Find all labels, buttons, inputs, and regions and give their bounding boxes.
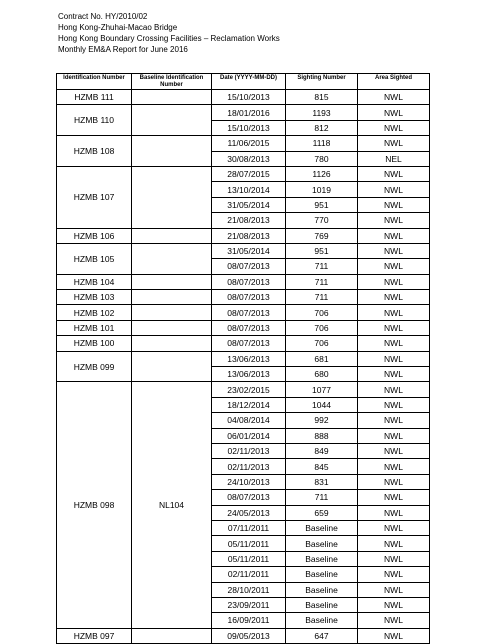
sighting-number-cell: 888 [286, 428, 358, 443]
date-cell: 08/07/2013 [212, 259, 286, 274]
table-row [57, 305, 430, 320]
baseline-identification-cell [132, 351, 212, 382]
sighting-number-cell: Baseline [286, 567, 358, 582]
date-cell: 08/07/2013 [212, 305, 286, 320]
area-sighted-cell: NWL [358, 228, 430, 243]
identification-number-cell: HZMB 099 [57, 351, 132, 382]
area-sighted-cell: NWL [358, 459, 430, 474]
area-sighted-cell: NWL [358, 628, 430, 643]
sighting-number-cell: 812 [286, 120, 358, 135]
baseline-identification-cell: NL104 [132, 382, 212, 628]
area-sighted-cell: NWL [358, 320, 430, 335]
date-cell: 31/05/2014 [212, 243, 286, 258]
area-sighted-cell: NWL [358, 305, 430, 320]
sighting-number-cell: 647 [286, 628, 358, 643]
baseline-identification-cell [132, 274, 212, 289]
date-cell: 24/05/2013 [212, 505, 286, 520]
baseline-identification-cell [132, 336, 212, 351]
sighting-number-cell: 831 [286, 474, 358, 489]
identification-number-cell: HZMB 107 [57, 166, 132, 228]
sighting-number-cell: 711 [286, 290, 358, 305]
identification-number-cell: HZMB 097 [57, 628, 132, 643]
identification-number-cell: HZMB 111 [57, 90, 132, 105]
sighting-number-cell: Baseline [286, 597, 358, 612]
identification-number-cell: HZMB 103 [57, 290, 132, 305]
date-cell: 08/07/2013 [212, 274, 286, 289]
area-sighted-cell: NWL [358, 428, 430, 443]
identification-number-cell: HZMB 105 [57, 243, 132, 274]
identification-number-cell: HZMB 106 [57, 228, 132, 243]
date-cell: 18/01/2016 [212, 105, 286, 120]
sighting-number-cell: 711 [286, 490, 358, 505]
date-cell: 09/05/2013 [212, 628, 286, 643]
sighting-number-cell: 1118 [286, 136, 358, 151]
date-cell: 08/07/2013 [212, 320, 286, 335]
sighting-number-cell: Baseline [286, 613, 358, 628]
baseline-identification-cell [132, 320, 212, 335]
area-sighted-cell: NWL [358, 474, 430, 489]
area-sighted-cell: NWL [358, 166, 430, 181]
identification-number-cell: HZMB 108 [57, 136, 132, 167]
contract-number: Contract No. HY/2010/02 [58, 12, 148, 21]
area-sighted-cell: NWL [358, 213, 430, 228]
table-row [57, 290, 430, 305]
col-sighting-number: Sighting Number [286, 74, 358, 90]
table-row [57, 243, 430, 258]
date-cell: 05/11/2011 [212, 551, 286, 566]
sighting-number-cell: 711 [286, 259, 358, 274]
area-sighted-cell: NWL [358, 613, 430, 628]
table-row [57, 105, 430, 120]
area-sighted-cell: NWL [358, 582, 430, 597]
area-sighted-cell: NWL [358, 105, 430, 120]
date-cell: 07/11/2011 [212, 520, 286, 535]
area-sighted-cell: NWL [358, 336, 430, 351]
area-sighted-cell: NWL [358, 443, 430, 458]
area-sighted-cell: NWL [358, 351, 430, 366]
date-cell: 23/02/2015 [212, 382, 286, 397]
date-cell: 31/05/2014 [212, 197, 286, 212]
date-cell: 02/11/2013 [212, 459, 286, 474]
table-row [57, 382, 430, 397]
area-sighted-cell: NWL [358, 197, 430, 212]
area-sighted-cell: NWL [358, 243, 430, 258]
table-row [57, 336, 430, 351]
date-cell: 08/07/2013 [212, 290, 286, 305]
table-body [57, 90, 430, 644]
date-cell: 04/08/2014 [212, 413, 286, 428]
baseline-identification-cell [132, 305, 212, 320]
table-row [57, 628, 430, 643]
baseline-identification-cell [132, 166, 212, 228]
baseline-identification-cell [132, 228, 212, 243]
area-sighted-cell: NWL [358, 382, 430, 397]
area-sighted-cell: NWL [358, 413, 430, 428]
area-sighted-cell: NWL [358, 551, 430, 566]
area-sighted-cell: NWL [358, 505, 430, 520]
area-sighted-cell: NWL [358, 259, 430, 274]
table-row [57, 166, 430, 181]
table-row [57, 351, 430, 366]
area-sighted-cell: NWL [358, 397, 430, 412]
sighting-number-cell: 706 [286, 305, 358, 320]
area-sighted-cell: NWL [358, 567, 430, 582]
identification-number-cell: HZMB 100 [57, 336, 132, 351]
area-sighted-cell: NWL [358, 367, 430, 382]
sighting-number-cell: 770 [286, 213, 358, 228]
area-sighted-cell: NWL [358, 120, 430, 135]
baseline-identification-cell [132, 290, 212, 305]
sighting-number-cell: Baseline [286, 551, 358, 566]
identification-number-cell: HZMB 110 [57, 105, 132, 136]
sighting-number-cell: 1077 [286, 382, 358, 397]
col-area-sighted: Area Sighted [358, 74, 430, 90]
area-sighted-cell: NWL [358, 536, 430, 551]
identification-number-cell: HZMB 101 [57, 320, 132, 335]
date-cell: 06/01/2014 [212, 428, 286, 443]
area-sighted-cell: NWL [358, 90, 430, 105]
works-name: Hong Kong Boundary Crossing Facilities – Reclamation Works [58, 34, 280, 43]
sighting-number-cell: 681 [286, 351, 358, 366]
sighting-number-cell: 951 [286, 243, 358, 258]
date-cell: 28/10/2011 [212, 582, 286, 597]
area-sighted-cell: NWL [358, 136, 430, 151]
identification-number-cell: HZMB 104 [57, 274, 132, 289]
sighting-number-cell: 1019 [286, 182, 358, 197]
date-cell: 05/11/2011 [212, 536, 286, 551]
sighting-number-cell: 711 [286, 274, 358, 289]
sighting-number-cell: 1193 [286, 105, 358, 120]
baseline-identification-cell [132, 136, 212, 167]
sighting-number-cell: 659 [286, 505, 358, 520]
area-sighted-cell: NEL [358, 151, 430, 166]
project-name: Hong Kong-Zhuhai-Macao Bridge [58, 23, 178, 32]
report-header [58, 11, 280, 55]
date-cell: 13/10/2014 [212, 182, 286, 197]
sighting-number-cell: 992 [286, 413, 358, 428]
table-row [57, 274, 430, 289]
sighting-table [56, 73, 430, 644]
sighting-number-cell: 1126 [286, 166, 358, 181]
date-cell: 08/07/2013 [212, 490, 286, 505]
col-date: Date (YYYY-MM-DD) [212, 74, 286, 90]
date-cell: 23/09/2011 [212, 597, 286, 612]
sighting-number-cell: Baseline [286, 520, 358, 535]
area-sighted-cell: NWL [358, 274, 430, 289]
date-cell: 13/06/2013 [212, 367, 286, 382]
date-cell: 24/10/2013 [212, 474, 286, 489]
sighting-number-cell: Baseline [286, 536, 358, 551]
date-cell: 02/11/2013 [212, 443, 286, 458]
date-cell: 30/08/2013 [212, 151, 286, 166]
sighting-number-cell: 849 [286, 443, 358, 458]
baseline-identification-cell [132, 105, 212, 136]
area-sighted-cell: NWL [358, 520, 430, 535]
table-row [57, 228, 430, 243]
sighting-number-cell: 780 [286, 151, 358, 166]
table-row [57, 136, 430, 151]
date-cell: 21/08/2013 [212, 228, 286, 243]
date-cell: 11/06/2015 [212, 136, 286, 151]
report-title: Monthly EM&A Report for June 2016 [58, 45, 188, 54]
baseline-identification-cell [132, 628, 212, 643]
sighting-number-cell: 1044 [286, 397, 358, 412]
sighting-number-cell: 680 [286, 367, 358, 382]
date-cell: 08/07/2013 [212, 336, 286, 351]
date-cell: 28/07/2015 [212, 166, 286, 181]
table-header-row [57, 74, 430, 90]
date-cell: 18/12/2014 [212, 397, 286, 412]
col-baseline-identification-number: Baseline Identification Number [132, 74, 212, 90]
baseline-identification-cell [132, 243, 212, 274]
sighting-number-cell: 706 [286, 336, 358, 351]
table-row [57, 320, 430, 335]
baseline-identification-cell [132, 90, 212, 105]
date-cell: 15/10/2013 [212, 90, 286, 105]
sighting-number-cell: 951 [286, 197, 358, 212]
col-identification-number: Identification Number [57, 74, 132, 90]
date-cell: 02/11/2011 [212, 567, 286, 582]
sighting-number-cell: 815 [286, 90, 358, 105]
identification-number-cell: HZMB 102 [57, 305, 132, 320]
date-cell: 21/08/2013 [212, 213, 286, 228]
identification-number-cell: HZMB 098 [57, 382, 132, 628]
sighting-number-cell: 769 [286, 228, 358, 243]
date-cell: 16/09/2011 [212, 613, 286, 628]
sighting-number-cell: 706 [286, 320, 358, 335]
area-sighted-cell: NWL [358, 182, 430, 197]
table-row [57, 90, 430, 105]
area-sighted-cell: NWL [358, 490, 430, 505]
date-cell: 13/06/2013 [212, 351, 286, 366]
area-sighted-cell: NWL [358, 290, 430, 305]
sighting-number-cell: Baseline [286, 582, 358, 597]
date-cell: 15/10/2013 [212, 120, 286, 135]
area-sighted-cell: NWL [358, 597, 430, 612]
sighting-number-cell: 845 [286, 459, 358, 474]
